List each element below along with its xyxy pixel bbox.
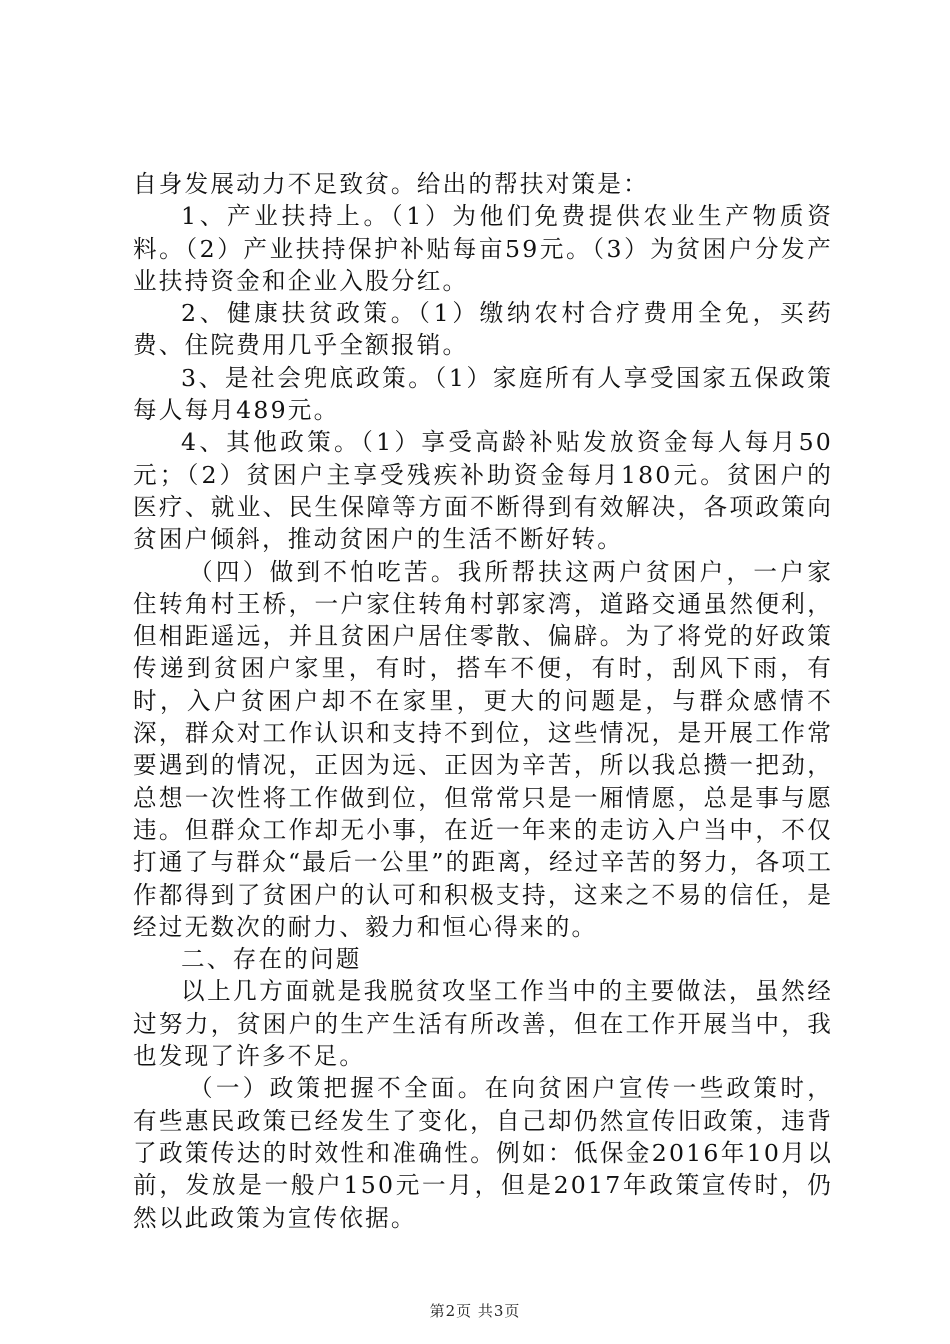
- paragraph-other-policies: 4、其他政策。（1）享受高龄补贴发放资金每人每月50元；（2）贫困户主享受残疾补助资金每月180元。贫困户的医疗、就业、民生保障等方面不断得到有效解决，各项政策向贫困户倾斜，推动贫困户的生活不断好转。: [133, 428, 833, 554]
- document-body: [133, 168, 833, 1234]
- paragraph-health-policy: 2、健康扶贫政策。（1）缴纳农村合疗费用全免，买药费、住院费用几乎全额报销。: [133, 299, 833, 360]
- paragraph-problems-intro: 以上几方面就是我脱贫攻坚工作当中的主要做法，虽然经过努力，贫困户的生产生活有所改善，但在工作开展当中，我也发现了许多不足。: [133, 977, 833, 1071]
- page-number-footer: 第2页 共3页: [429, 1302, 521, 1320]
- paragraph-industry-support: 1、产业扶持上。（1）为他们免费提供农业生产物质资料。（2）产业扶持保护补贴每亩59元。（3）为贫困户分发产业扶持资金和企业入股分红。: [133, 202, 833, 295]
- section-heading-problems: 二、存在的问题: [181, 945, 362, 974]
- paragraph-hardship: （四）做到不怕吃苦。我所帮扶这两户贫困户，一户家住转角村王桥，一户家住转角村郭家湾，道路交通虽然便利，但相距遥远，并且贫困户居住零散、偏辟。为了将党的好政策传递到贫困户家里，有时，搭车不便，有时，刮风下雨，有时，入户贫困户却不在家里，更大的问题是，与群众感情不深，群众对工作认识和支持不到位，这些情况，是开展工作常要遇到的情况，正因为远、正因为辛苦，所以我总攒一把劲，总想一次性将工作做到位，但常常只是一厢情愿，总是事与愿违。但群众工作却无小事，在近一年来的走访入户当中，不仅打通了与群众“最后一公里”的距离，经过辛苦的努力，各项工作都得到了贫困户的认可和积极支持，这来之不易的信任，是经过无数次的耐力、毅力和恒心得来的。: [133, 557, 833, 941]
- paragraph-social-security: 3、是社会兜底政策。（1）家庭所有人享受国家五保政策每人每月489元。: [133, 363, 833, 425]
- paragraph-continuation: 自身发展动力不足致贫。给出的帮扶对策是：: [133, 170, 649, 198]
- paragraph-policy-grasp: （一）政策把握不全面。在向贫困户宣传一些政策时，有些惠民政策已经发生了变化，自己却仍然宣传旧政策，违背了政策传达的时效性和准确性。例如：低保金2016年10月以前，发放是一般户150元一月，但是2017年政策宣传时，仍然以此政策为宣传依据。: [133, 1074, 833, 1232]
